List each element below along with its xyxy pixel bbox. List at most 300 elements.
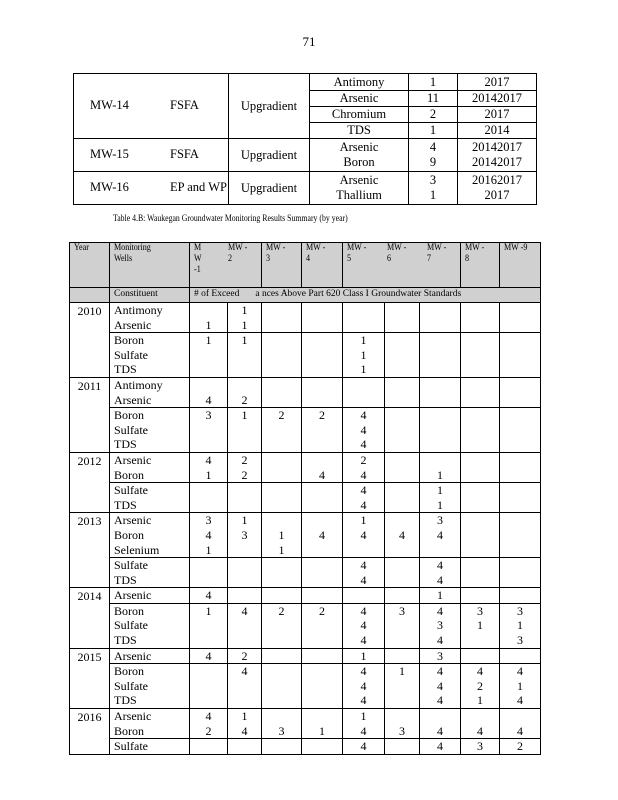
exceedance-value: 4 bbox=[517, 723, 524, 738]
exceedance-value bbox=[228, 543, 261, 558]
constituent-name: TDS bbox=[114, 362, 137, 377]
exceedance-cell bbox=[385, 452, 420, 482]
exceedance-value bbox=[302, 423, 342, 438]
exceedance-value bbox=[228, 588, 261, 603]
year-cell: 2010 bbox=[70, 303, 110, 378]
exceedance-value bbox=[461, 362, 499, 377]
exceedance-value: 4 bbox=[319, 467, 325, 482]
well-id: MW-15 bbox=[90, 147, 129, 161]
constituent-cell bbox=[110, 452, 190, 482]
exceedance-value bbox=[302, 483, 342, 498]
exceedance-value bbox=[190, 437, 227, 452]
exceedance-value bbox=[500, 423, 540, 438]
exceedance-value: 4 bbox=[205, 648, 212, 663]
exceedance-cell bbox=[302, 648, 343, 664]
exceedance-value bbox=[461, 498, 499, 513]
exceedance-value: 4 bbox=[360, 618, 367, 633]
exceedance-value bbox=[190, 483, 227, 498]
exceedance-cell bbox=[228, 739, 262, 755]
header-mw-5-6-7: MW - 5 MW - 6 MW - 7 bbox=[343, 243, 461, 288]
exceedance-value: 4 bbox=[477, 723, 484, 738]
year-cell: 2014 bbox=[70, 588, 110, 648]
exceedance-value: 1 bbox=[399, 664, 405, 679]
exceedance-value bbox=[385, 633, 419, 648]
exceedance-value bbox=[190, 739, 227, 754]
exceedance-value bbox=[228, 739, 261, 754]
exceedance-count: 3 bbox=[429, 173, 437, 187]
exceedance-value bbox=[262, 693, 301, 708]
header-mw-8: MW - 8 bbox=[461, 243, 500, 288]
exceedance-value: 3 bbox=[205, 513, 212, 528]
exceedance-value: 4 bbox=[360, 693, 367, 708]
exceedance-value bbox=[420, 362, 460, 377]
exceedance-value bbox=[262, 573, 301, 588]
exceedance-value bbox=[420, 303, 460, 318]
exceedance-value: 4 bbox=[437, 739, 443, 754]
exceedance-value bbox=[190, 693, 227, 708]
exceedance-value: 3 bbox=[477, 603, 484, 618]
exceedance-value bbox=[343, 543, 384, 558]
exceedance-value bbox=[461, 453, 499, 468]
exceedance-value bbox=[343, 318, 384, 333]
exceedance-cell bbox=[500, 558, 541, 588]
exceedance-cell bbox=[461, 588, 500, 604]
exceedance-value: 4 bbox=[360, 572, 367, 587]
exceedance-value bbox=[461, 408, 499, 423]
constituent-name: TDS bbox=[114, 693, 137, 708]
constituent: Arsenic bbox=[310, 91, 408, 107]
exceedance-cell bbox=[420, 664, 461, 709]
exceedance-value bbox=[461, 709, 499, 724]
exceedance-value: 1 bbox=[205, 467, 212, 482]
constituent-cell bbox=[110, 739, 190, 755]
exceedance-cell bbox=[190, 709, 228, 739]
constituent: Arsenic bbox=[339, 173, 379, 187]
header-mw-1-2: M W -1 MW - 2 bbox=[190, 243, 262, 288]
constituents-cell bbox=[310, 139, 409, 172]
exceedance-cell bbox=[343, 739, 385, 755]
results-block-row bbox=[70, 558, 541, 588]
exceedance-value bbox=[262, 558, 301, 573]
exceedance-cell bbox=[302, 377, 343, 407]
exceedance-cell bbox=[302, 603, 343, 648]
exceedance-value bbox=[500, 362, 540, 377]
constituent-name: TDS bbox=[114, 497, 137, 512]
exceedance-value: 4 bbox=[360, 664, 367, 679]
exceedance-years: 2017 bbox=[458, 107, 536, 123]
exceedance-cell bbox=[262, 664, 302, 709]
exceedance-cell bbox=[190, 333, 228, 378]
exceedance-value bbox=[500, 393, 540, 408]
exceedance-value bbox=[228, 679, 261, 694]
constituent-cell bbox=[110, 648, 190, 664]
results-block-row bbox=[70, 664, 541, 709]
exceedance-cell bbox=[262, 603, 302, 648]
results-block-row bbox=[70, 408, 541, 453]
exceedance-value: 2 bbox=[278, 408, 285, 423]
results-block-row bbox=[70, 513, 541, 558]
exceedance-cell bbox=[343, 483, 385, 513]
exceedance-cell bbox=[228, 333, 262, 378]
exceedance-value bbox=[228, 437, 261, 452]
exceedance-value bbox=[190, 573, 227, 588]
exceedance-value bbox=[262, 453, 301, 468]
constituent-cell bbox=[110, 483, 190, 513]
exceedance-cell bbox=[262, 377, 302, 407]
exceedance-cell bbox=[385, 377, 420, 407]
exceedance-value bbox=[461, 378, 499, 393]
exceedance-cell bbox=[385, 739, 420, 755]
exceedance-cell bbox=[262, 408, 302, 453]
exceedance-value: 1 bbox=[360, 362, 367, 377]
exceedance-value bbox=[420, 378, 460, 393]
header-mw-9: MW -9 bbox=[500, 243, 541, 288]
exceedance-value: 1 bbox=[205, 603, 212, 618]
constituent-name: Arsenic bbox=[114, 588, 152, 603]
gradient-direction: Upgradient bbox=[229, 172, 310, 205]
exceedance-value bbox=[302, 664, 342, 679]
exceedance-cell bbox=[190, 558, 228, 588]
exceedance-cell bbox=[190, 739, 228, 755]
facility: FSFA bbox=[170, 98, 199, 112]
exceedance-cell bbox=[420, 483, 461, 513]
exceedance-cell bbox=[500, 408, 541, 453]
exceedance-cell bbox=[385, 603, 420, 648]
exceedance-value bbox=[500, 408, 540, 423]
exceedance-value bbox=[500, 303, 540, 318]
exceedance-value bbox=[385, 573, 419, 588]
exceedance-value: 1 bbox=[319, 723, 325, 738]
exceedance-cell bbox=[385, 648, 420, 664]
constituent-cell bbox=[110, 377, 190, 407]
exceedance-years: 2017 bbox=[458, 75, 536, 91]
exceedance-value bbox=[262, 437, 301, 452]
exceedance-cell bbox=[500, 513, 541, 558]
exceedance-value bbox=[228, 633, 261, 648]
exceedance-value bbox=[385, 318, 419, 333]
exceedance-value bbox=[385, 378, 419, 393]
exceedance-value bbox=[461, 303, 499, 318]
groundwater-results-table bbox=[69, 242, 541, 755]
exceedance-cell bbox=[228, 664, 262, 709]
subheader-constituent: Constituent bbox=[110, 288, 190, 303]
exceedance-cell bbox=[228, 603, 262, 648]
exceedance-value bbox=[228, 498, 261, 513]
exceedance-cell bbox=[190, 377, 228, 407]
exceedance-cell bbox=[262, 333, 302, 378]
exceedance-value bbox=[500, 513, 540, 528]
exceedance-value: 4 bbox=[360, 603, 367, 618]
constituent-name: Sulfate bbox=[114, 483, 148, 498]
exceedance-cell bbox=[420, 603, 461, 648]
exceedance-count: 11 bbox=[409, 91, 457, 107]
exceedance-value: 2 bbox=[241, 392, 248, 407]
constituent-cell bbox=[110, 408, 190, 453]
exceedance-value: 3 bbox=[517, 633, 524, 648]
constituent-cell bbox=[110, 588, 190, 604]
results-block-row bbox=[70, 452, 541, 482]
exceedance-cell bbox=[343, 648, 385, 664]
results-block-row bbox=[70, 648, 541, 664]
exceedance-value bbox=[420, 348, 460, 363]
exceedance-value: 3 bbox=[278, 723, 285, 738]
exceedance-value: 4 bbox=[517, 664, 524, 679]
table-caption: Table 4.B: Waukegan Groundwater Monitoring Results Summary (by year) bbox=[113, 214, 348, 224]
exceedance-years: 20142017 bbox=[472, 155, 522, 169]
exceedance-cell bbox=[228, 377, 262, 407]
exceedance-value bbox=[262, 378, 301, 393]
exceedance-cell bbox=[262, 513, 302, 558]
exceedance-cell bbox=[262, 452, 302, 482]
constituent-name: Antimony bbox=[114, 303, 163, 317]
exceedance-cell bbox=[302, 513, 343, 558]
exceedance-value bbox=[461, 483, 499, 498]
exceedance-value bbox=[420, 437, 460, 452]
groundwater-results-table-container bbox=[69, 242, 540, 754]
exceedance-cell bbox=[262, 648, 302, 664]
exceedance-value: 1 bbox=[360, 333, 367, 348]
constituent: Boron bbox=[343, 155, 375, 169]
exceedance-cell bbox=[190, 513, 228, 558]
exceedance-value bbox=[302, 348, 342, 363]
exceedance-value bbox=[420, 709, 460, 724]
exceedance-value: 2 bbox=[241, 648, 248, 663]
exceedance-value bbox=[302, 362, 342, 377]
exceedance-value bbox=[262, 709, 301, 724]
exceedance-value bbox=[262, 633, 301, 648]
exceedance-value bbox=[302, 588, 342, 603]
exceedance-value bbox=[302, 543, 342, 558]
exceedance-value: 4 bbox=[360, 558, 367, 573]
exceedance-count: 1 bbox=[409, 75, 457, 91]
exceedance-value bbox=[190, 303, 227, 318]
exceedance-value: 4 bbox=[437, 723, 443, 738]
top-well-cell bbox=[74, 139, 229, 172]
top-well-cell bbox=[74, 172, 229, 205]
exceedance-value bbox=[461, 573, 499, 588]
exceedance-cell bbox=[302, 408, 343, 453]
years-cell bbox=[458, 74, 537, 139]
exceedance-value: 4 bbox=[360, 678, 367, 693]
exceedance-cell bbox=[302, 483, 343, 513]
exceedance-value: 4 bbox=[437, 664, 443, 679]
exceedance-cell bbox=[302, 333, 343, 378]
constituent-name: Arsenic bbox=[114, 392, 152, 407]
constituent-name: Sulfate bbox=[114, 422, 148, 437]
exceedance-value: 1 bbox=[477, 693, 484, 708]
exceedance-value: 4 bbox=[399, 527, 405, 542]
exceedance-cell bbox=[461, 303, 500, 333]
year-cell: 2012 bbox=[70, 452, 110, 512]
exceedance-value: 4 bbox=[205, 527, 212, 542]
exceedance-value bbox=[385, 483, 419, 498]
exceedance-value bbox=[385, 649, 419, 664]
exceedance-value: 1 bbox=[241, 333, 248, 348]
exceedance-value bbox=[461, 423, 499, 438]
exceedance-value: 3 bbox=[517, 603, 524, 618]
exceedance-value bbox=[385, 468, 419, 483]
exceedance-value bbox=[385, 513, 419, 528]
top-well-cell bbox=[74, 74, 229, 139]
exceedance-value bbox=[461, 513, 499, 528]
exceedance-value bbox=[343, 378, 384, 393]
exceedance-value bbox=[461, 649, 499, 664]
exceedance-value bbox=[228, 573, 261, 588]
exceedance-value bbox=[262, 739, 301, 754]
constituent-name: Boron bbox=[114, 527, 144, 542]
exceedance-cell bbox=[228, 588, 262, 604]
exceedance-cell bbox=[420, 303, 461, 333]
exceedance-cell bbox=[500, 483, 541, 513]
years-cell bbox=[458, 172, 537, 205]
exceedance-value: 3 bbox=[437, 618, 443, 633]
gradient-direction: Upgradient bbox=[229, 139, 310, 172]
exceedance-value: 4 bbox=[205, 588, 212, 603]
exceedance-value bbox=[302, 558, 342, 573]
exceedance-value bbox=[228, 378, 261, 393]
exceedance-cell bbox=[420, 709, 461, 739]
exceedance-value bbox=[302, 513, 342, 528]
constituent-name: TDS bbox=[114, 572, 137, 587]
exceedance-count: 1 bbox=[429, 122, 437, 137]
constituent-cell bbox=[110, 664, 190, 709]
exceedance-cell bbox=[302, 303, 343, 333]
exceedance-value bbox=[302, 649, 342, 664]
exceedance-value: 4 bbox=[437, 527, 443, 542]
exceedance-value bbox=[302, 573, 342, 588]
year-cell: 2013 bbox=[70, 513, 110, 588]
exceedance-value bbox=[262, 513, 301, 528]
exceedance-cell bbox=[343, 377, 385, 407]
exceedance-value bbox=[302, 437, 342, 452]
exceedance-value: 1 bbox=[477, 618, 484, 633]
exceedance-cell bbox=[262, 558, 302, 588]
results-block-row bbox=[70, 709, 541, 739]
exceedance-cell bbox=[190, 664, 228, 709]
exceedance-value: 3 bbox=[399, 603, 405, 618]
exceedance-cell bbox=[420, 377, 461, 407]
facility: EP and WP bbox=[170, 180, 227, 194]
exceedance-value: 1 bbox=[241, 408, 248, 423]
exceedance-value bbox=[385, 437, 419, 452]
constituent-name: Sulfate bbox=[114, 678, 148, 693]
exceedance-cell bbox=[228, 483, 262, 513]
header-mw-3: MW - 3 bbox=[262, 243, 302, 288]
exceedance-value bbox=[385, 558, 419, 573]
exceedance-value: 4 bbox=[205, 709, 212, 724]
exceedance-value: 3 bbox=[205, 408, 212, 423]
exceedance-value: 1 bbox=[437, 483, 443, 498]
exceedance-cell bbox=[420, 408, 461, 453]
results-block-row bbox=[70, 377, 541, 407]
exceedance-cell bbox=[385, 333, 420, 378]
exceedance-cell bbox=[343, 452, 385, 482]
exceedance-cell bbox=[500, 709, 541, 739]
exceedance-value bbox=[420, 333, 460, 348]
exceedance-cell bbox=[302, 588, 343, 604]
exceedance-cell bbox=[262, 483, 302, 513]
constituent-name: Arsenic bbox=[114, 648, 152, 663]
exceedance-value: 1 bbox=[437, 497, 443, 512]
facility: FSFA bbox=[170, 147, 199, 161]
exceedance-value: 4 bbox=[360, 633, 367, 648]
exceedance-cell bbox=[385, 303, 420, 333]
exceedance-cell bbox=[343, 333, 385, 378]
exceedance-value bbox=[500, 437, 540, 452]
exceedance-cell bbox=[461, 558, 500, 588]
constituent-cell bbox=[110, 558, 190, 588]
results-block-row bbox=[70, 483, 541, 513]
exceedance-cell bbox=[461, 709, 500, 739]
exceedance-value bbox=[461, 333, 499, 348]
exceedance-value bbox=[385, 618, 419, 633]
exceedance-value: 4 bbox=[437, 693, 443, 708]
exceedance-cell bbox=[262, 303, 302, 333]
exceedance-value: 4 bbox=[437, 572, 443, 587]
exceedance-value bbox=[385, 408, 419, 423]
exceedance-cell bbox=[461, 513, 500, 558]
exceedance-value bbox=[262, 679, 301, 694]
header-monitoring-wells: Monitoring Wells bbox=[110, 243, 190, 288]
constituent: Chromium bbox=[310, 107, 408, 123]
exceedance-value bbox=[420, 318, 460, 333]
exceedance-value: 4 bbox=[517, 693, 524, 708]
exceedance-cell bbox=[385, 483, 420, 513]
exceedance-value: 4 bbox=[437, 633, 443, 648]
exceedance-value bbox=[262, 303, 301, 318]
exceedance-cell bbox=[500, 664, 541, 709]
exceedance-value: 4 bbox=[360, 723, 367, 738]
exceedance-cell bbox=[420, 739, 461, 755]
exceedance-value bbox=[262, 649, 301, 664]
constituent: Antimony bbox=[310, 75, 408, 91]
exceedance-value: 4 bbox=[360, 527, 367, 542]
exceedance-value bbox=[228, 693, 261, 708]
exceedance-count-cell bbox=[409, 74, 458, 139]
exceedance-value bbox=[500, 649, 540, 664]
constituent-name: Arsenic bbox=[114, 709, 152, 724]
exceedance-cell bbox=[500, 303, 541, 333]
exceedance-value: 4 bbox=[360, 483, 367, 498]
exceedance-value: 4 bbox=[437, 678, 443, 693]
exceedance-value: 3 bbox=[241, 527, 248, 542]
exceedance-cell bbox=[461, 452, 500, 482]
exceedance-value bbox=[500, 558, 540, 573]
constituent-name: TDS bbox=[114, 633, 137, 648]
exceedance-years: 20142017 bbox=[472, 140, 522, 154]
exceedance-value: 1 bbox=[437, 467, 443, 482]
exceedance-value bbox=[385, 543, 419, 558]
exceedance-value bbox=[190, 633, 227, 648]
exceedance-value: 2 bbox=[517, 739, 524, 754]
exceedance-value bbox=[302, 709, 342, 724]
exceedance-cell bbox=[190, 603, 228, 648]
exceedance-value bbox=[302, 393, 342, 408]
results-block-row bbox=[70, 303, 541, 333]
exceedance-value: 4 bbox=[241, 603, 248, 618]
exceedance-cell bbox=[420, 558, 461, 588]
exceedance-value: 2 bbox=[205, 723, 212, 738]
exceedance-cell bbox=[343, 558, 385, 588]
exceedance-value bbox=[461, 528, 499, 543]
exceedance-cell bbox=[461, 483, 500, 513]
year-cell: 2015 bbox=[70, 648, 110, 708]
header-year: Year bbox=[70, 243, 110, 288]
subheader-note: # of Exceed a nces Above Part 620 Class I Groundwater Standards bbox=[190, 288, 541, 303]
exceedance-value bbox=[262, 318, 301, 333]
exceedance-value bbox=[228, 483, 261, 498]
constituent-name: Arsenic bbox=[114, 452, 152, 467]
